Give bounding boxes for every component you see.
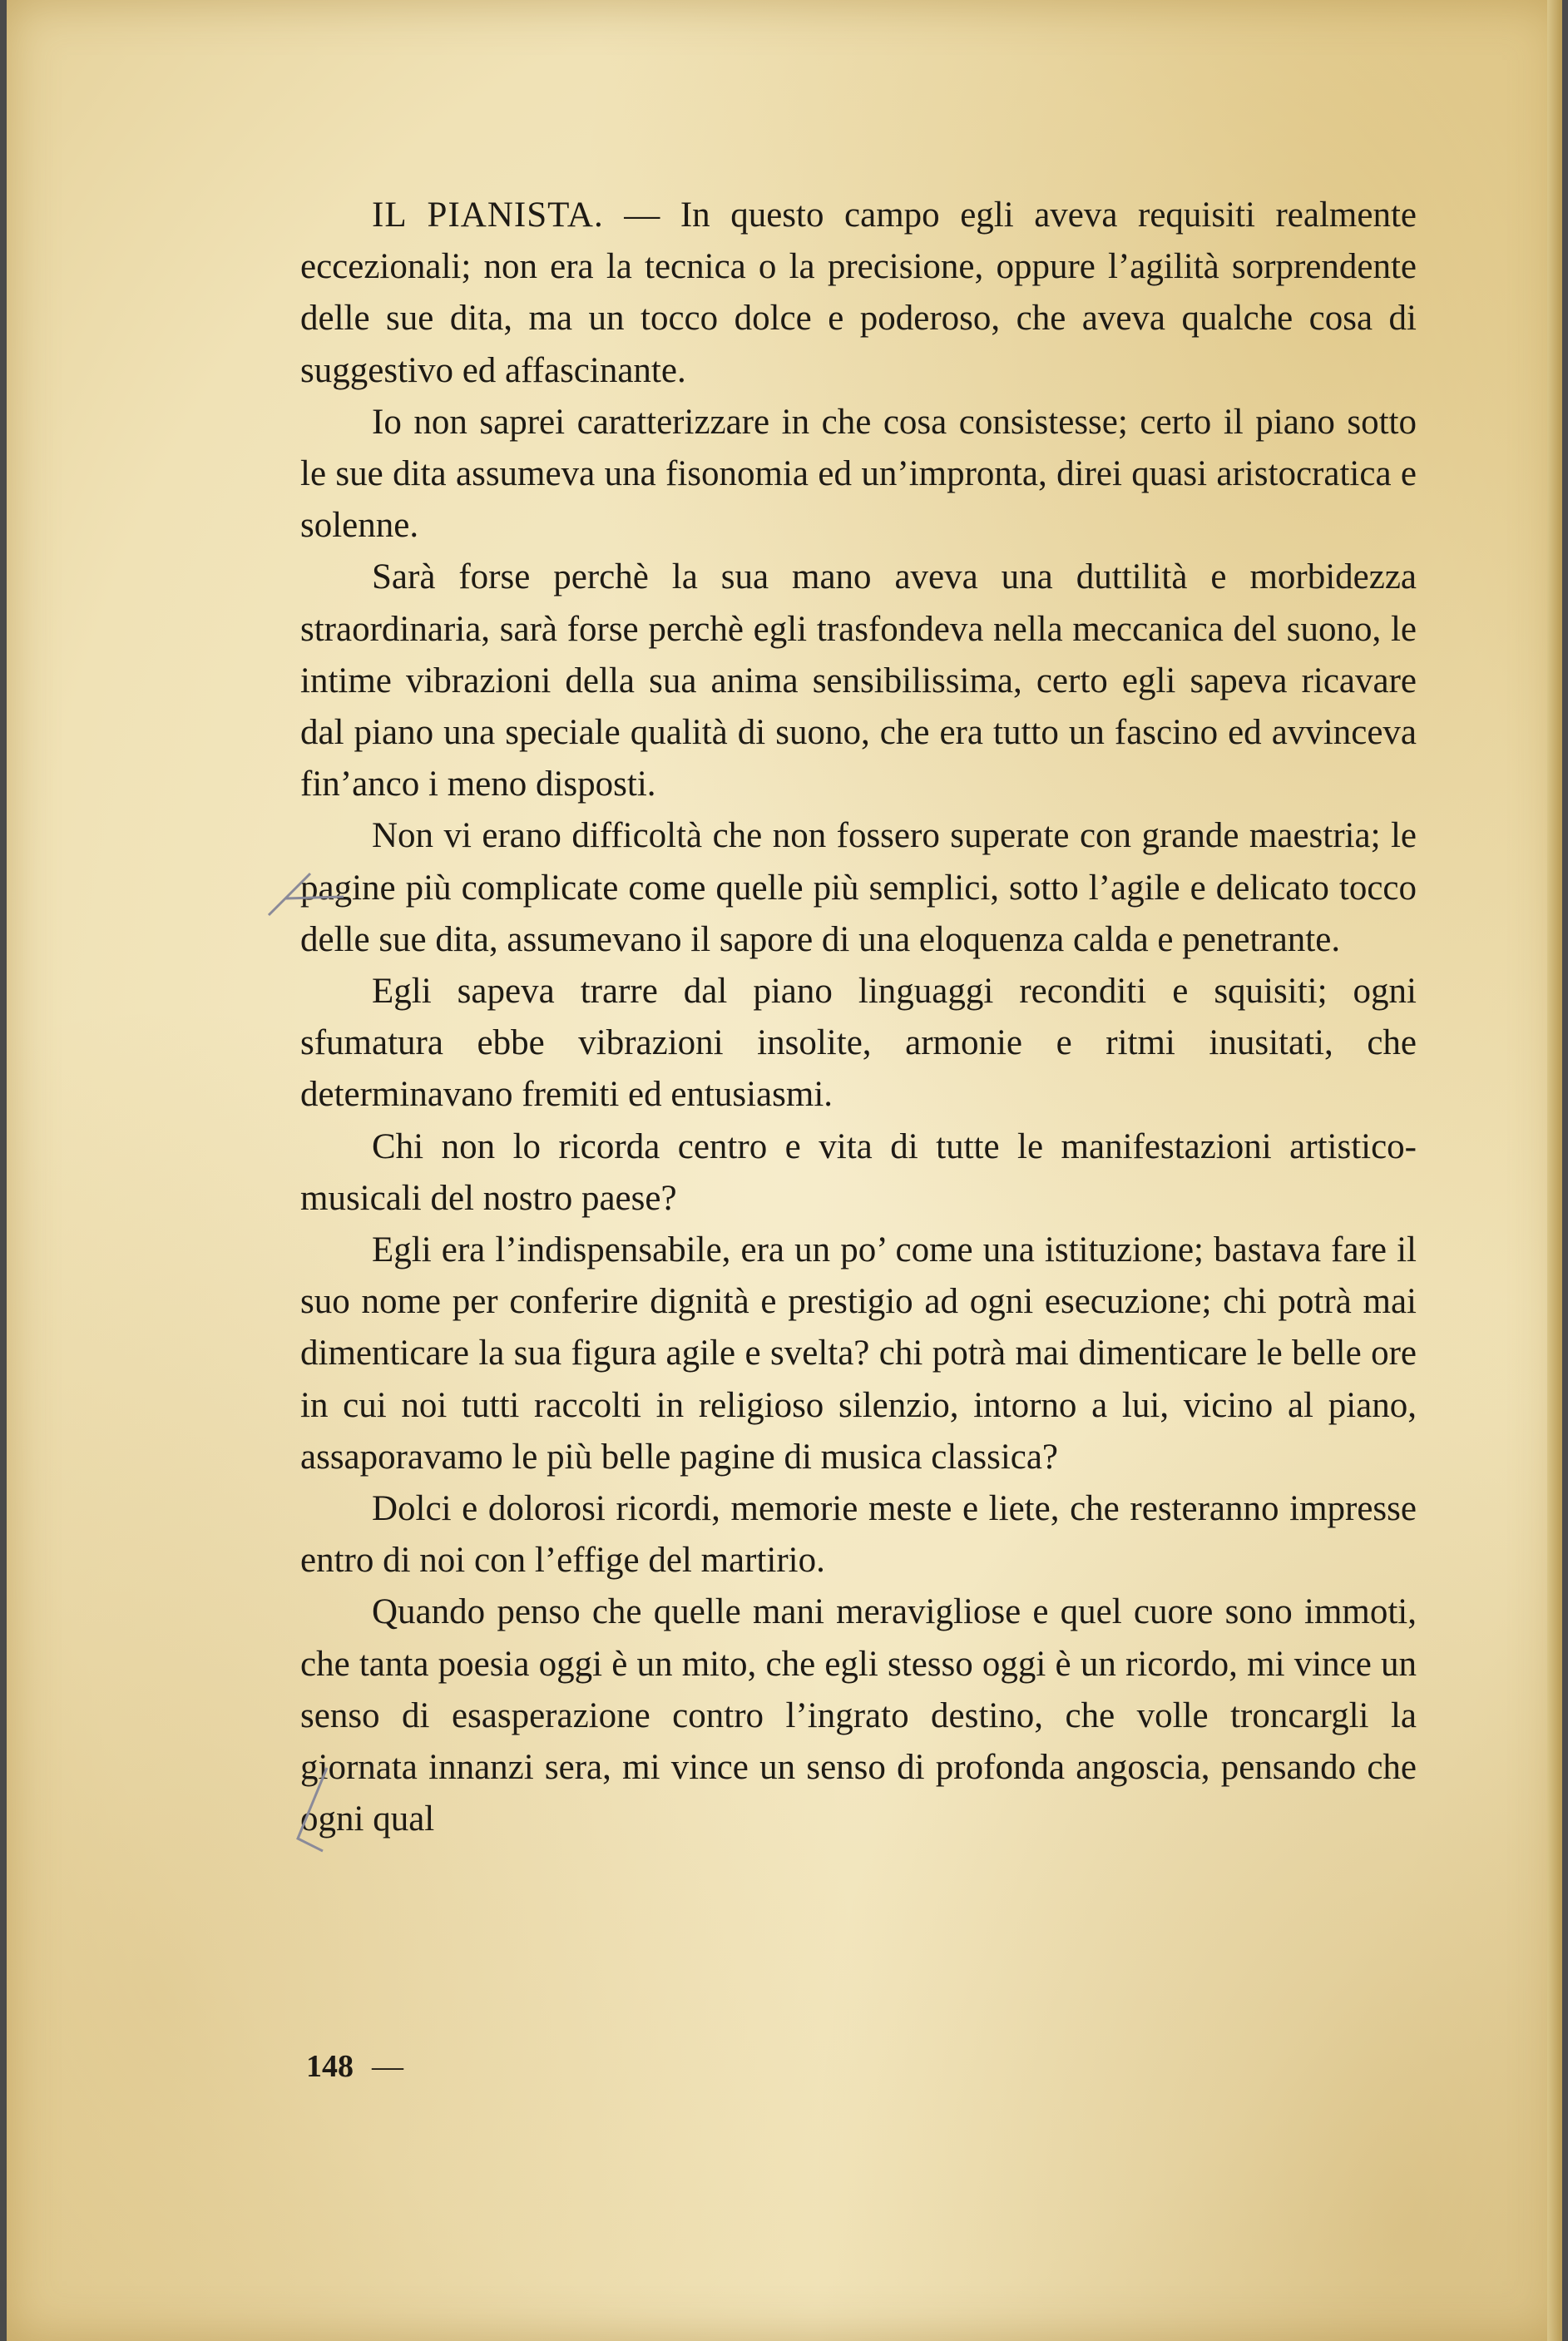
paragraph-9: Quando penso che quelle mani meravigliose e quel cuore sono immoti, che tanta poesia oggi è un mito, che egli stesso oggi è un ricordo, mi vince un senso di esasperazione contro l’ingrato destino, che volle troncargli la giornata innanzi sera, mi vince un senso di profonda angoscia, pensando che ogni qual bbox=[300, 1592, 1417, 1839]
pencil-slash-icon bbox=[281, 1764, 348, 1855]
paragraph-5: Egli sapeva trarre dal piano linguaggi reconditi e squisiti; ogni sfumatura ebbe vibrazioni insolite, armonie e ritmi inusitati, che determinavano fremiti ed entusiasmi. bbox=[300, 972, 1417, 1115]
paragraph-3: Sarà forse perchè la sua mano aveva una duttilità e morbidezza straordinaria, sarà forse perchè egli trasfondeva nella meccanica del suono, le intime vibrazioni della sua anima sensibilissima, certo egli sapeva ricavare dal piano una speciale qualità di suono, che era tutto un fascino ed avvinceva fin’anco i meno disposti. bbox=[300, 557, 1417, 804]
paragraph-1 bbox=[300, 190, 1417, 397]
page-edge-shadow bbox=[1547, 0, 1562, 2341]
section-title: IL PIANISTA. bbox=[372, 195, 604, 235]
page-number: 148 bbox=[306, 2049, 354, 2084]
paragraph-6: Chi non lo ricorda centro e vita di tutte le manifestazioni artistico-musicali del nostro paese? bbox=[300, 1126, 1417, 1218]
page-number-dash: — bbox=[372, 2049, 403, 2084]
page-footer bbox=[306, 2048, 403, 2085]
page-sheet bbox=[7, 0, 1562, 2341]
paragraph-2: Io non saprei caratterizzare in che cosa consistesse; certo il piano sotto le sue dita assumeva una fisonomia ed un’impronta, direi quasi aristocratica e solenne. bbox=[300, 402, 1417, 546]
paragraph-7: Egli era l’indispensabile, era un po’ come una istituzione; bastava fare il suo nome per conferire dignità e prestigio ad ogni esecuzione; chi potrà mai dimenticare la sua figura agile e svelta? chi potrà mai dimenticare le belle ore in cui noi tutti raccolti in religioso silenzio, intorno a lui, vicino al piano, assaporavamo le più belle pagine di musica classica? bbox=[300, 1230, 1417, 1477]
paragraph-8: Dolci e dolorosi ricordi, memorie meste e liete, che resteranno impresse entro di noi con l’effige del martirio. bbox=[300, 1489, 1417, 1581]
pencil-mark-icon bbox=[260, 865, 360, 932]
paragraph-4: Non vi erano difficoltà che non fossero superate con grande maestria; le pagine più complicate come quelle più semplici, sotto l’agile e delicato tocco delle sue dita, assumevano il sapore di una eloquenza calda e penetrante. bbox=[300, 816, 1417, 959]
body-text bbox=[300, 190, 1417, 1846]
paragraph-1-text: — In questo campo egli aveva requisiti realmente eccezionali; non era la tecnica o la precisione, oppure l’agilità sorprendente delle sue dita, ma un tocco dolce e poderoso, che aveva qualche cosa di suggestivo ed affascinante. bbox=[300, 195, 1417, 390]
